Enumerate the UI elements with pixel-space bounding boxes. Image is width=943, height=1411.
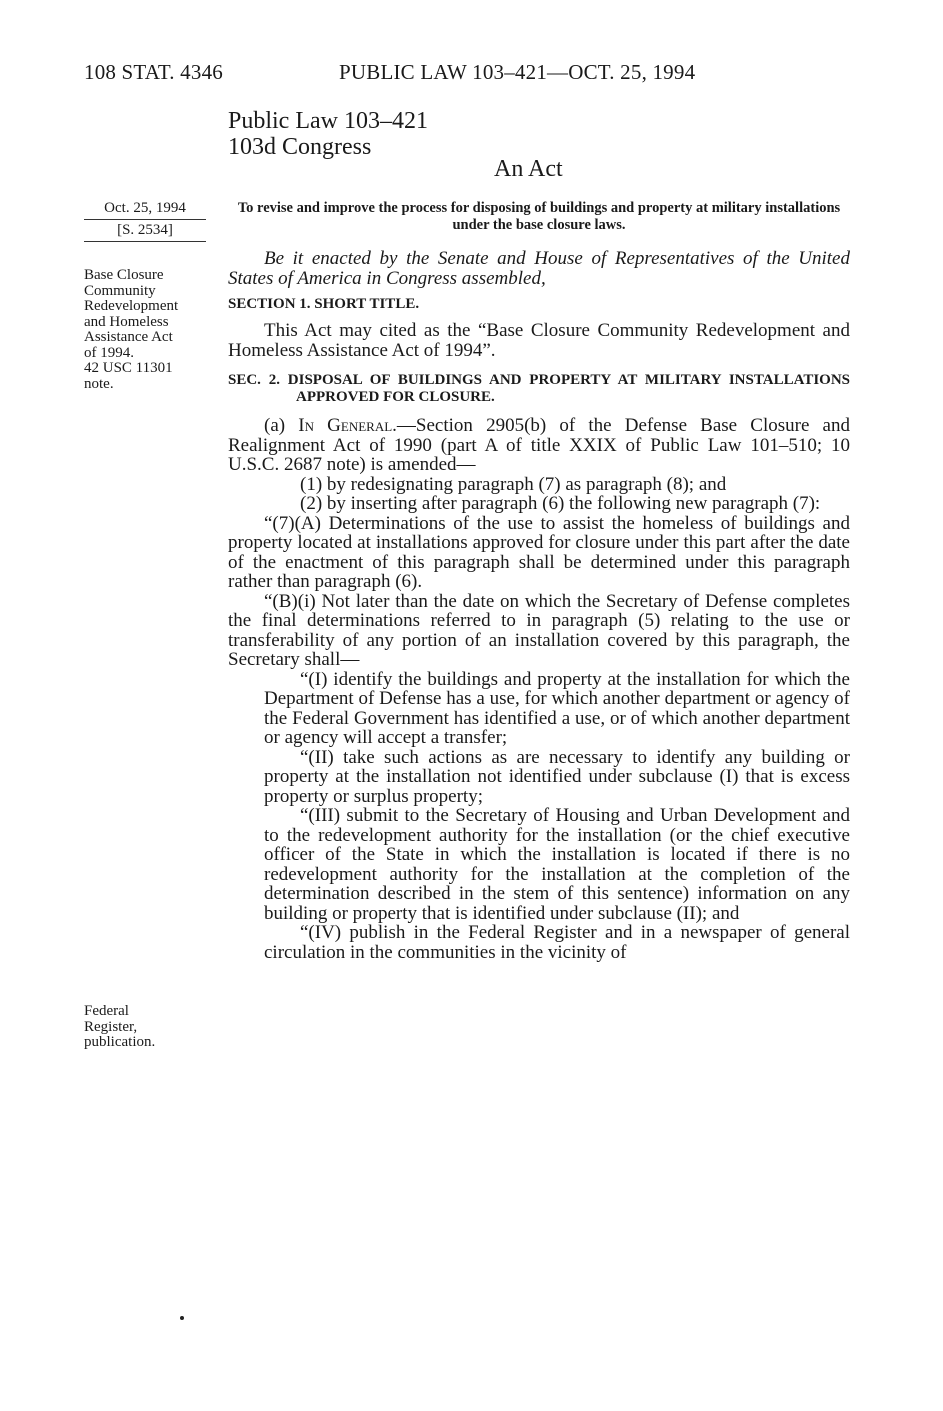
divider <box>84 219 206 220</box>
margin-bill: [S. 2534] <box>117 222 173 238</box>
act-body <box>228 249 850 962</box>
amendment-item-1: (1) by redesignating paragraph (7) as paragraph (8); and <box>300 473 727 495</box>
margin-note-line: Community <box>84 282 156 299</box>
margin-note-line: Federal <box>84 1003 129 1019</box>
subsection-a-text: .—Section 2905(b) of the Defense Base Closure and Realignment Act of 1990 (part A of title XXIX of Public Law 101–510; 10 U.S.C. 2687 note) is amended— <box>228 415 850 475</box>
section-2-heading: SEC. 2. DISPOSAL OF BUILDINGS AND PROPERTY AT MILITARY INSTALLATIONS APPROVED FOR CLOSURE. <box>228 372 850 405</box>
margin-note-line: of 1994. <box>84 344 134 361</box>
margin-date: Oct. 25, 1994 <box>104 200 186 216</box>
margin-note-line: Redevelopment <box>84 298 179 314</box>
margin-note-short-title <box>84 268 178 392</box>
subsection-a <box>228 416 850 475</box>
subclause-iii: “(III) submit to the Secretary of Housing and Urban Development and to the redevelopment authority for the installation (or the chief executive officer of the State in which the installation is located if there is no redevelopment authority for the installation at the completion of the determination described in the stem of this sentence) information on any building or property that is identified under subclause (II); and <box>264 805 850 924</box>
divider <box>84 241 206 242</box>
margin-note-line: note. <box>84 375 114 392</box>
margin-note-line: Register, <box>84 1018 138 1035</box>
law-title <box>228 108 428 160</box>
section-1-text: This Act may cited as the “Base Closure Community Redevelopment and Homeless Assistance Act of 1994”. <box>228 320 850 361</box>
subsection-a-caption: In General <box>298 415 393 436</box>
amendment-item-2: (2) by inserting after paragraph (6) the following new paragraph (7): <box>300 493 821 514</box>
margin-date-block <box>84 200 206 244</box>
subclause-ii: “(II) take such actions as are necessary to identify any building or property at the installation not identified under subclause (I) that is excess property or surplus property; <box>264 746 850 807</box>
congress-number: 103d Congress <box>228 134 372 160</box>
enacting-clause: Be it enacted by the Senate and House of Representatives of the United States of America in Congress assembled, <box>228 248 850 289</box>
section-1-heading: SECTION 1. SHORT TITLE. <box>228 296 420 312</box>
margin-note-federal-register <box>84 1004 155 1051</box>
margin-note-line: 42 USC 11301 <box>84 360 173 376</box>
margin-note-line: publication. <box>84 1034 156 1050</box>
page-number: 108 STAT. 4346 <box>84 60 223 84</box>
margin-note-line: Assistance Act <box>84 329 173 345</box>
margin-note-line: and Homeless <box>84 313 169 330</box>
an-act-heading: An Act <box>494 156 563 182</box>
public-law-number: Public Law 103–421 <box>228 108 428 134</box>
subclause-iv: “(IV) publish in the Federal Register and in a newspaper of general circulation in the communities in the vicinity of <box>264 922 850 963</box>
paragraph-7a: “(7)(A) Determinations of the use to assist the homeless of buildings and property located at installations approved for closure under this part after the date of the enactment of this paragraph shall be determined under this paragraph rather than paragraph (6). <box>228 512 850 592</box>
paragraph-7b-i: “(B)(i) Not later than the date on which the Secretary of Defense completes the final determinations referred to in paragraph (5) relating to the use or transferability of any portion of an installation covered by this paragraph, the Secretary shall— <box>228 590 850 670</box>
subclause-i: “(I) identify the buildings and property at the installation for which the Department of Defense has a use, for which another department or agency of the Federal Government has identified a use, or of which another department or agency will accept a transfer; <box>264 668 850 748</box>
purpose-statement: To revise and improve the process for disposing of buildings and property at military installations under the base closure laws. <box>237 200 841 233</box>
margin-note-line: Base Closure <box>84 267 164 283</box>
running-title: PUBLIC LAW 103–421—OCT. 25, 1994 <box>339 60 696 84</box>
subsection-a-lead: (a) <box>264 415 299 436</box>
stray-mark <box>180 1316 184 1320</box>
